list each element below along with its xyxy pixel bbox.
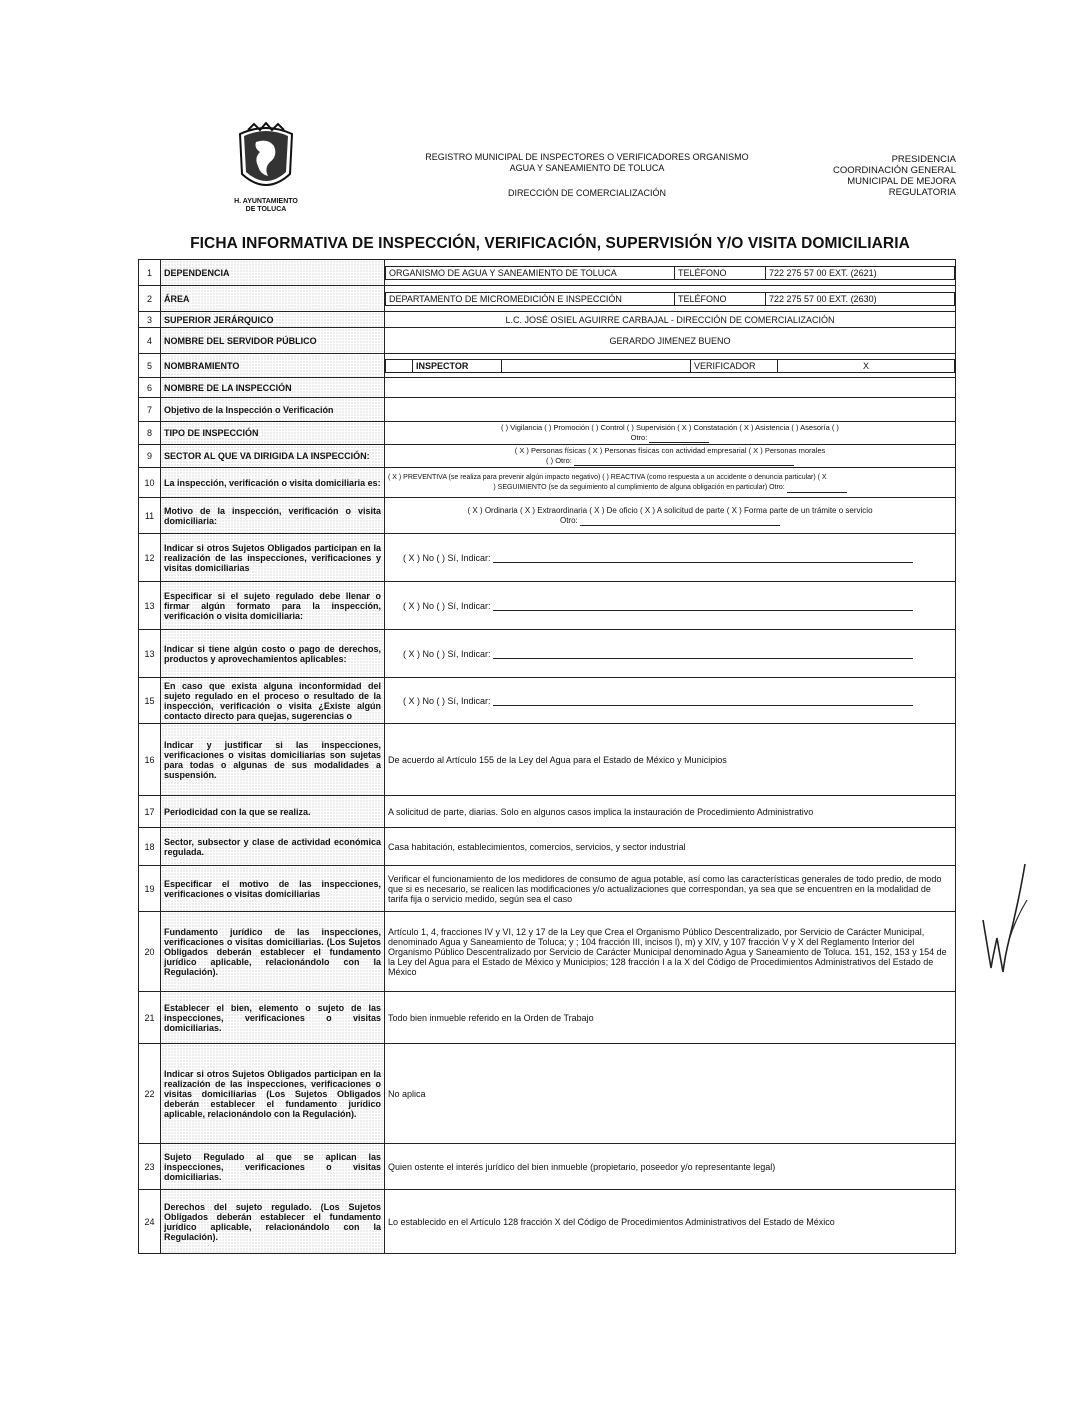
regulatoria-label: REGULATORIA bbox=[888, 187, 956, 198]
field-value bbox=[385, 678, 956, 724]
formato-options: ( X ) No ( ) Sí, Indicar: bbox=[403, 600, 491, 611]
document-title: FICHA INFORMATIVA DE INSPECCIÓN, VERIFICACIÓN, SUPERVISIÓN Y/O VISITA DOMICILIARIA bbox=[190, 235, 910, 252]
field-value: A solicitud de parte, diarias. Solo en algunos casos implica la instauración de Procedimiento Administrativo bbox=[385, 796, 956, 828]
field-label: ÁREA bbox=[161, 286, 385, 312]
field-label: SECTOR AL QUE VA DIRIGIDA LA INSPECCIÓN: bbox=[161, 445, 385, 468]
field-value bbox=[385, 354, 956, 378]
tipo-options: ( ) Vigilancia ( ) Promoción ( ) Control ( ) Supervisión ( X ) Constatación ( X ) Asistencia ( ) Asesoría ( ) bbox=[501, 423, 839, 432]
row-number: 23 bbox=[139, 1144, 161, 1190]
table-row bbox=[139, 398, 956, 422]
row-number: 1 bbox=[139, 260, 161, 286]
verificador-mark: X bbox=[778, 359, 955, 372]
inspeccion-tipo-otro: ) SEGUIMIENTO (se da seguimiento al cumplimiento de alguna obligación en particular) Otro: bbox=[493, 483, 785, 491]
header-right-block bbox=[808, 154, 956, 198]
field-value: GERARDO JIMENEZ BUENO bbox=[385, 328, 956, 354]
field-value: Verificar el funcionamiento de los medidores de consumo de agua potable, así como las características generales de todo predio, de modo que si es necesario, se realicen las modificaciones y/o actualizaciones que correspondan, ya sea que se encuentren en la modalidad de tarifa fija o servicio medido, según sea el caso bbox=[385, 866, 956, 912]
area-value: DEPARTAMENTO DE MICROMEDICIÓN E INSPECCIÓN bbox=[386, 292, 675, 305]
row-number: 19 bbox=[139, 866, 161, 912]
row-number: 6 bbox=[139, 378, 161, 398]
row-number: 12 bbox=[139, 534, 161, 582]
field-label: La inspección, verificación o visita domiciliaria es: bbox=[161, 468, 385, 498]
row-number: 3 bbox=[139, 312, 161, 328]
motivo-options: ( X ) Ordinaria ( X ) Extraordinaria ( X ) De oficio ( X ) A solicitud de parte ( X ) Forma parte de un trámite o servicio bbox=[467, 505, 873, 515]
table-row bbox=[139, 724, 956, 796]
table-row bbox=[139, 498, 956, 534]
table-row bbox=[139, 468, 956, 498]
field-value: De acuerdo al Artículo 155 de la Ley del Agua para el Estado de México y Municipios bbox=[385, 724, 956, 796]
row-number: 7 bbox=[139, 398, 161, 422]
telefono-label: TELÉFONO bbox=[675, 292, 766, 305]
otros-sujetos-options: ( X ) No ( ) Sí, Indicar: bbox=[403, 552, 491, 563]
field-value bbox=[385, 468, 956, 498]
field-label: Especificar el motivo de las inspecciones, verificaciones o visitas domiciliarias bbox=[161, 866, 385, 912]
table-row bbox=[139, 992, 956, 1044]
field-label: Indicar si tiene algún costo o pago de derechos, productos y aprovechamientos aplicables: bbox=[161, 630, 385, 678]
row-number: 11 bbox=[139, 498, 161, 534]
mejora-label: MUNICIPAL DE MEJORA bbox=[847, 176, 956, 187]
organism-name: AGUA Y SANEAMIENTO DE TOLUCA bbox=[509, 163, 665, 173]
field-value bbox=[385, 398, 956, 422]
dependencia-value: ORGANISMO DE AGUA Y SANEAMIENTO DE TOLUCA bbox=[386, 266, 675, 279]
row-number: 5 bbox=[139, 354, 161, 378]
row-number: 17 bbox=[139, 796, 161, 828]
inspection-form-table bbox=[138, 259, 956, 1254]
field-value bbox=[385, 422, 956, 445]
field-value: Casa habitación, establecimientos, comercios, servicios, y sector industrial bbox=[385, 828, 956, 866]
row-number: 21 bbox=[139, 992, 161, 1044]
field-value bbox=[385, 445, 956, 468]
presidencia-label: PRESIDENCIA bbox=[891, 154, 956, 165]
row-number: 16 bbox=[139, 724, 161, 796]
row-number: 22 bbox=[139, 1044, 161, 1144]
field-value: No aplica bbox=[385, 1044, 956, 1144]
telefono-label: TELÉFONO bbox=[675, 266, 766, 279]
field-value: L.C. JOSÉ OSIEL AGUIRRE CARBAJAL - DIRECCIÓN DE COMERCIALIZACIÓN bbox=[385, 312, 956, 328]
field-label: Sujeto Regulado al que se aplican las inspecciones, verificaciones o visitas domiciliarias. bbox=[161, 1144, 385, 1190]
costo-options: ( X ) No ( ) Sí, Indicar: bbox=[403, 648, 491, 659]
row-number: 24 bbox=[139, 1190, 161, 1254]
field-label: SUPERIOR JERÁRQUICO bbox=[161, 312, 385, 328]
coordinacion-label: COORDINACIÓN GENERAL bbox=[833, 165, 956, 176]
table-row bbox=[139, 378, 956, 398]
row-number: 2 bbox=[139, 286, 161, 312]
row-number: 15 bbox=[139, 678, 161, 724]
coat-of-arms-icon bbox=[234, 122, 298, 196]
inspeccion-tipo-options: ( X ) PREVENTIVA (se realiza para prevenir algún impacto negativo) ( ) REACTIVA (como respuesta a un accidente o denuncia particular) ( X bbox=[388, 473, 827, 481]
field-label: NOMBRAMIENTO bbox=[161, 354, 385, 378]
table-row bbox=[139, 1044, 956, 1144]
field-value bbox=[385, 630, 956, 678]
field-label: Especificar si el sujeto regulado debe llenar o firmar algún formato para la inspección, verificación o visita domiciliaria: bbox=[161, 582, 385, 630]
quejas-options: ( X ) No ( ) Sí, Indicar: bbox=[403, 695, 491, 706]
table-row bbox=[139, 1144, 956, 1190]
table-row bbox=[139, 260, 956, 286]
inspector-label: INSPECTOR bbox=[413, 359, 502, 372]
tipo-otro: Otro: bbox=[630, 433, 648, 442]
table-row bbox=[139, 582, 956, 630]
field-label: Establecer el bien, elemento o sujeto de las inspecciones, verificaciones o visitas domiciliarias. bbox=[161, 992, 385, 1044]
table-row bbox=[139, 828, 956, 866]
field-value: Artículo 1, 4, fracciones IV y VI, 12 y 17 de la Ley que Crea el Organismo Público Descentralizado, por Servicio de Carácter Municipal, denominado Agua y Saneamiento de Toluca; y ; 104 fracción III, incisos l), m) y XIV, y 107 fracción V y X del Reglamento Interior del Organismo Público Descentralizado por Servicio de Carácter Municipal denominado Agua y Saneamiento de Toluca. 151, 152, 153 y 154 de la Ley del Agua para el Estado de México y Municipios; 128 fracción I a la X del Código de Procedimientos Administrativos del Estado de México bbox=[385, 912, 956, 992]
verificador-label: VERIFICADOR bbox=[691, 359, 778, 372]
field-label: En caso que exista alguna inconformidad del sujeto regulado en el proceso o resultado de la inspección, verificación o visita ¿Existe algún contacto directo para quejas, sugerencias o bbox=[161, 678, 385, 724]
row-number: 13 bbox=[139, 630, 161, 678]
field-label: TIPO DE INSPECCIÓN bbox=[161, 422, 385, 445]
field-label: Indicar y justificar si las inspecciones, verificaciones o visitas domiciliarias son sujetas para todas o algunas de sus modalidades a suspensión. bbox=[161, 724, 385, 796]
field-label: Periodicidad con la que se realiza. bbox=[161, 796, 385, 828]
field-value bbox=[385, 534, 956, 582]
table-row bbox=[139, 328, 956, 354]
row-number: 13 bbox=[139, 582, 161, 630]
row-number: 10 bbox=[139, 468, 161, 498]
direction-name: DIRECCIÓN DE COMERCIALIZACIÓN bbox=[507, 188, 666, 198]
row-number: 18 bbox=[139, 828, 161, 866]
field-label: Objetivo de la Inspección o Verificación bbox=[161, 398, 385, 422]
sector-otro: ( ) Otro: bbox=[546, 456, 572, 465]
row-number: 20 bbox=[139, 912, 161, 992]
registry-title: REGISTRO MUNICIPAL DE INSPECTORES O VERIFICADORES ORGANISMO bbox=[425, 152, 749, 162]
ayuntamiento-logo bbox=[222, 122, 310, 226]
row-number: 8 bbox=[139, 422, 161, 445]
field-value: Todo bien inmueble referido en la Orden de Trabajo bbox=[385, 992, 956, 1044]
field-value bbox=[385, 582, 956, 630]
header-center-block bbox=[392, 152, 782, 199]
field-label: Indicar si otros Sujetos Obligados participan en la realización de las inspecciones, verificaciones o visitas domiciliarias (Los Sujetos Obligados deberán establecer el fundamento jurídico aplicable, relacionándolo con la Regulación). bbox=[161, 1044, 385, 1144]
table-row bbox=[139, 866, 956, 912]
field-value bbox=[385, 260, 956, 286]
field-label: NOMBRE DEL SERVIDOR PÚBLICO bbox=[161, 328, 385, 354]
sector-options: ( X ) Personas físicas ( X ) Personas físicas con actividad empresarial ( X ) Personas morales bbox=[514, 446, 826, 455]
row-number: 9 bbox=[139, 445, 161, 468]
table-row bbox=[139, 354, 956, 378]
logo-caption: H. AYUNTAMIENTO DE TOLUCA bbox=[234, 198, 298, 213]
table-row bbox=[139, 286, 956, 312]
field-label: DEPENDENCIA bbox=[161, 260, 385, 286]
field-label: Derechos del sujeto regulado. (Los Sujetos Obligados deberán establecer el fundamento jurídico aplicable, relacionándolo con la Regulación). bbox=[161, 1190, 385, 1254]
table-row bbox=[139, 422, 956, 445]
table-row bbox=[139, 445, 956, 468]
table-row bbox=[139, 630, 956, 678]
handwritten-signature-icon bbox=[975, 860, 1035, 980]
table-row bbox=[139, 534, 956, 582]
field-value: Lo establecido en el Artículo 128 fracción X del Código de Procedimientos Administrativos del Estado de México bbox=[385, 1190, 956, 1254]
table-row bbox=[139, 678, 956, 724]
telefono-value: 722 275 57 00 EXT. (2630) bbox=[766, 292, 955, 305]
field-value: Quien ostente el interés jurídico del bien inmueble (propietario, poseedor y/o representante legal) bbox=[385, 1144, 956, 1190]
table-row bbox=[139, 912, 956, 992]
table-row bbox=[139, 1190, 956, 1254]
field-value bbox=[385, 286, 956, 312]
table-row bbox=[139, 796, 956, 828]
row-number: 4 bbox=[139, 328, 161, 354]
field-value bbox=[385, 498, 956, 534]
field-value bbox=[385, 378, 956, 398]
table-row bbox=[139, 312, 956, 328]
field-label: Motivo de la inspección, verificación o visita domiciliaria: bbox=[161, 498, 385, 534]
field-label: Indicar si otros Sujetos Obligados participan en la realización de las inspecciones, verificaciones y visitas domiciliarias bbox=[161, 534, 385, 582]
field-label: NOMBRE DE LA INSPECCIÓN bbox=[161, 378, 385, 398]
field-label: Fundamento jurídico de las inspecciones, verificaciones o visitas domiciliarias. (Los Sujetos Obligados deberán establecer el fundamento jurídico aplicable, relacionándolo con la Regulación). bbox=[161, 912, 385, 992]
motivo-otro: Otro: bbox=[559, 515, 578, 525]
telefono-value: 722 275 57 00 EXT. (2621) bbox=[766, 266, 955, 279]
field-label: Sector, subsector y clase de actividad económica regulada. bbox=[161, 828, 385, 866]
